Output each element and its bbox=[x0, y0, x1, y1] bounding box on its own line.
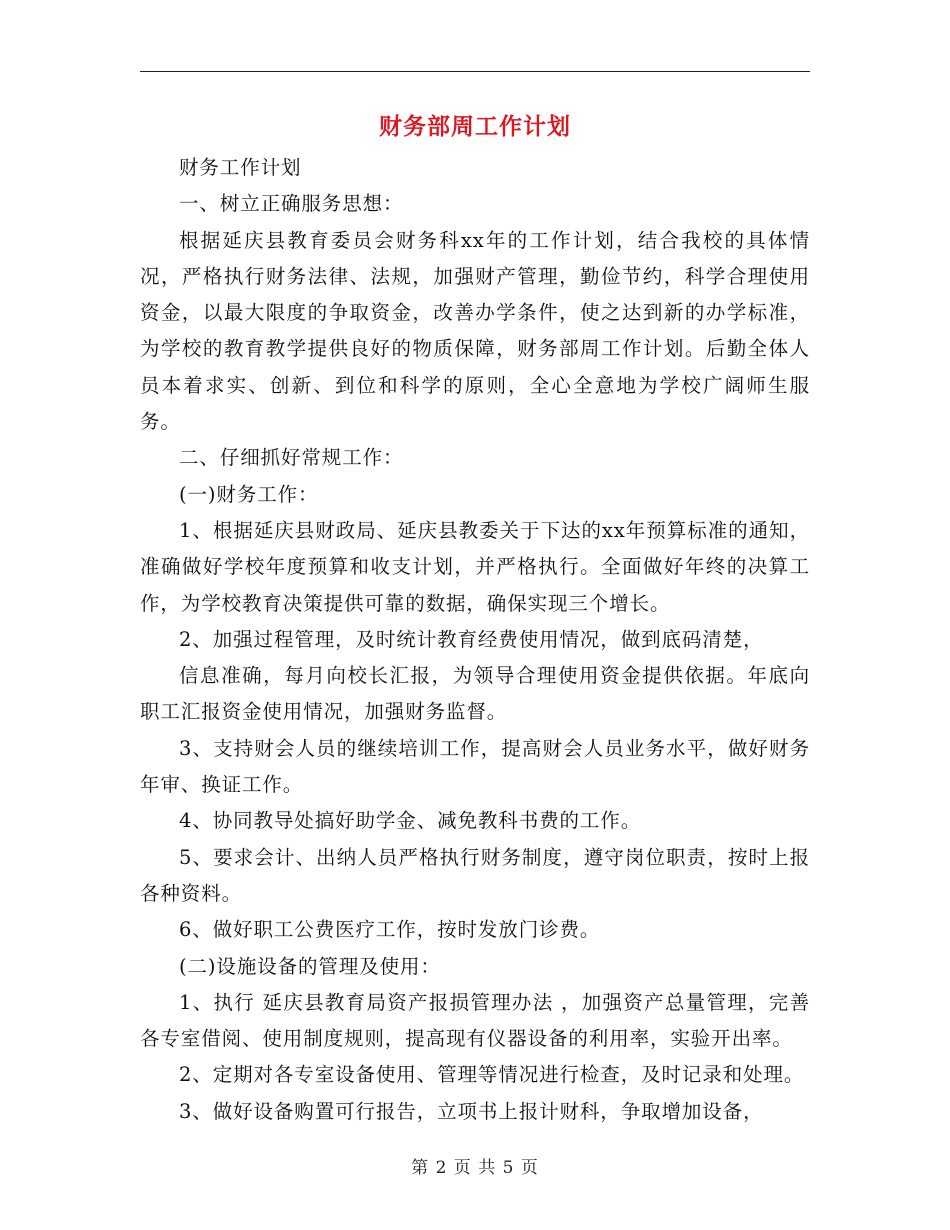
list-item: 1、根据延庆县财政局、延庆县教委关于下达的xx年预算标准的通知，准确做好学校年度预算和收支计划，并严格执行。全面做好年终的决算工作，为学校教育决策提供可靠的数据，确保实现三个增长。 bbox=[140, 518, 810, 615]
list-item-continuation: 信息准确，每月向校长汇报，为领导合理使用资金提供依据。年底向职工汇报资金使用情况，加强财务监督。 bbox=[140, 664, 810, 724]
list-item: 2、加强过程管理，及时统计教育经费使用情况，做到底码清楚， bbox=[179, 627, 764, 651]
section-heading: 一、树立正确服务思想： bbox=[179, 192, 404, 216]
list-item: 3、做好设备购置可行报告，立项书上报计财科，争取增加设备， bbox=[179, 1099, 764, 1123]
list-item: 5、要求会计、出纳人员严格执行财务制度，遵守岗位职责，按时上报各种资料。 bbox=[140, 845, 810, 905]
list-item: 6、做好职工公费医疗工作，按时发放门诊费。 bbox=[179, 918, 601, 942]
page-number: 第 2 页 共 5 页 bbox=[411, 1158, 539, 1178]
paragraph: 财务工作计划 bbox=[179, 156, 302, 179]
subsection-heading: (二)设施设备的管理及使用： bbox=[179, 954, 441, 978]
paragraph: 根据延庆县教育委员会财务科xx年的工作计划，结合我校的具体情况，严格执行财务法律、法规，加强财产管理，勤俭节约，科学合理使用资金，以最大限度的争取资金，改善办学条件，使之达到新的办学标准，为学校的教育教学提供良好的物质保障，财务部周工作计划。后勤全体人员本着求实、创新、到位和科学的原则，全心全意地为学校广阔师生服务。 bbox=[140, 228, 810, 434]
subsection-heading: (一)财务工作： bbox=[179, 482, 319, 506]
list-item: 2、定期对各专室设备使用、管理等情况进行检查，及时记录和处理。 bbox=[179, 1063, 805, 1087]
list-item: 4、协同教导处搞好助学金、减免教科书费的工作。 bbox=[179, 809, 642, 833]
list-item: 3、支持财会人员的继续培训工作，提高财会人员业务水平，做好财务年审、换证工作。 bbox=[140, 736, 810, 797]
list-item: 1、执行 延庆县教育局资产报损管理办法 ，加强资产总量管理，完善各专室借阅、使用制度规则，提高现有仪器设备的利用率，实验开出率。 bbox=[140, 990, 810, 1051]
document-body bbox=[140, 150, 810, 1130]
document-title: 财务部周工作计划 bbox=[379, 113, 571, 140]
header-rule bbox=[140, 71, 810, 72]
section-heading: 二、仔细抓好常规工作： bbox=[179, 446, 404, 470]
